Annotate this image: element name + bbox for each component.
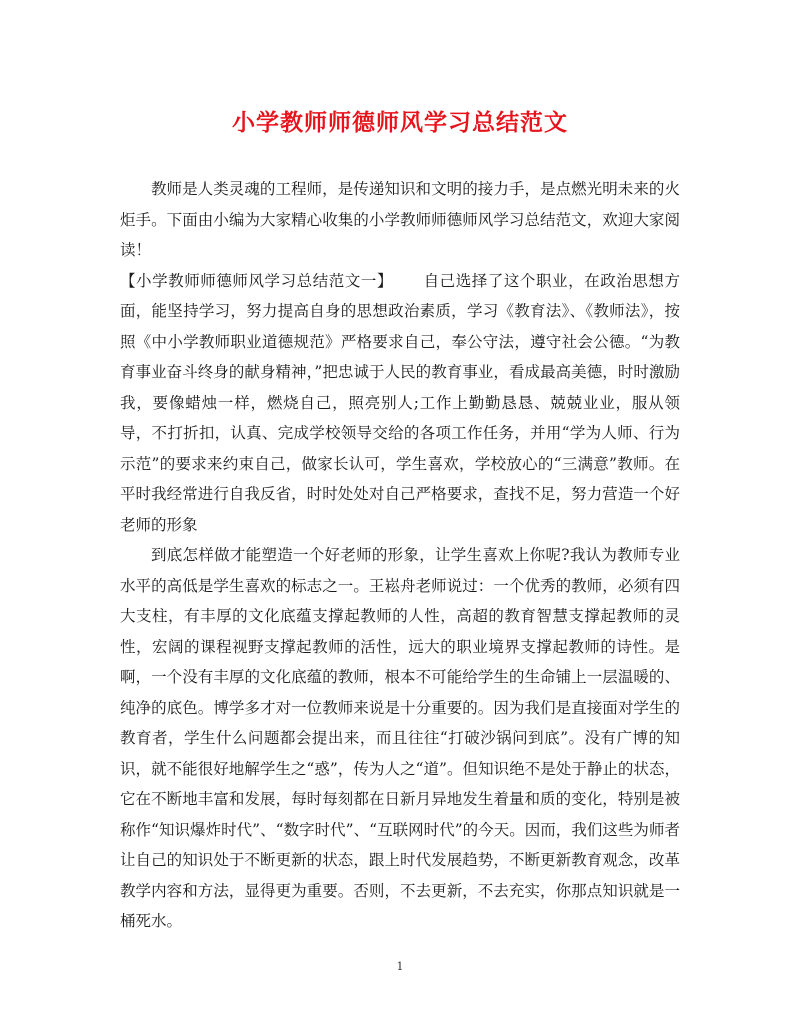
page-number: 1 xyxy=(396,960,404,973)
section1-heading: 【小学教师师德师风学习总结范文一】 xyxy=(120,271,394,290)
paragraph-2: 到底怎样做才能塑造一个好老师的形象，让学生喜欢上你呢?我认为教师专业水平的高低是学生喜欢的标志之一。王崧舟老师说过：一个优秀的教师，必须有四大支柱，有丰厚的文化底蕴支撑起教师的人性，高超的教育智慧支撑起教师的灵性，宏阔的课程视野支撑起教师的活性，远大的职业境界支撑起教师的诗性。是啊，一个没有丰厚的文化底蕴的教师，根本不可能给学生的生命铺上一层温暖的、纯净的底色。博学多才对一位教师来说是十分重要的。因为我们是直接面对学生的教育者，学生什么问题都会提出来，而且往往“打破沙锅问到底”。没有广博的知识，就不能很好地解学生之“惑”，传为人之“道”。但知识绝不是处于静止的状态，它在不断地丰富和发展，每时每刻都在日新月异地发生着量和质的变化，特别是被称作“知识爆炸时代”、“数字时代”、“互联网时代”的今天。因而，我们这些为师者让自己的知识处于不断更新的状态，跟上时代发展趋势，不断更新教育观念，改革教学内容和方法，显得更为重要。否则，不去更新，不去充实，你那点知识就是一桶死水。 xyxy=(120,546,680,930)
document-title: 小学教师师德师风学习总结范文 xyxy=(232,109,568,136)
section1-text: 自己选择了这个职业，在政治思想方面，能坚持学习，努力提高自身的思想政治素质，学习《教育法》、《教师法》，按照《中小学教师职业道德规范》严格要求自己，奉公守法，遵守社会公德。“为教育事业奋斗终身的献身精神，”把忠诚于人民的教育事业，看成最高美德，时时激励我，要像蜡烛一样，燃烧自己，照亮别人;工作上勤勤恳恳、兢兢业业，服从领导，不打折扣，认真、完成学校领导交给的各项工作任务，并用“学为人师、行为示范”的要求来约束自己，做家长认可，学生喜欢，学校放心的“三满意”教师。在平时我经常进行自我反省，时时处处对自己严格要求，查找不足，努力营造一个好老师的形象 xyxy=(120,271,680,534)
document-body xyxy=(120,174,680,937)
section1-paragraph xyxy=(120,266,680,541)
intro-paragraph: 教师是人类灵魂的工程师，是传递知识和文明的接力手，是点燃光明未来的火炬手。下面由小编为大家精心收集的小学教师师德师风学习总结范文，欢迎大家阅读！ xyxy=(120,180,680,259)
